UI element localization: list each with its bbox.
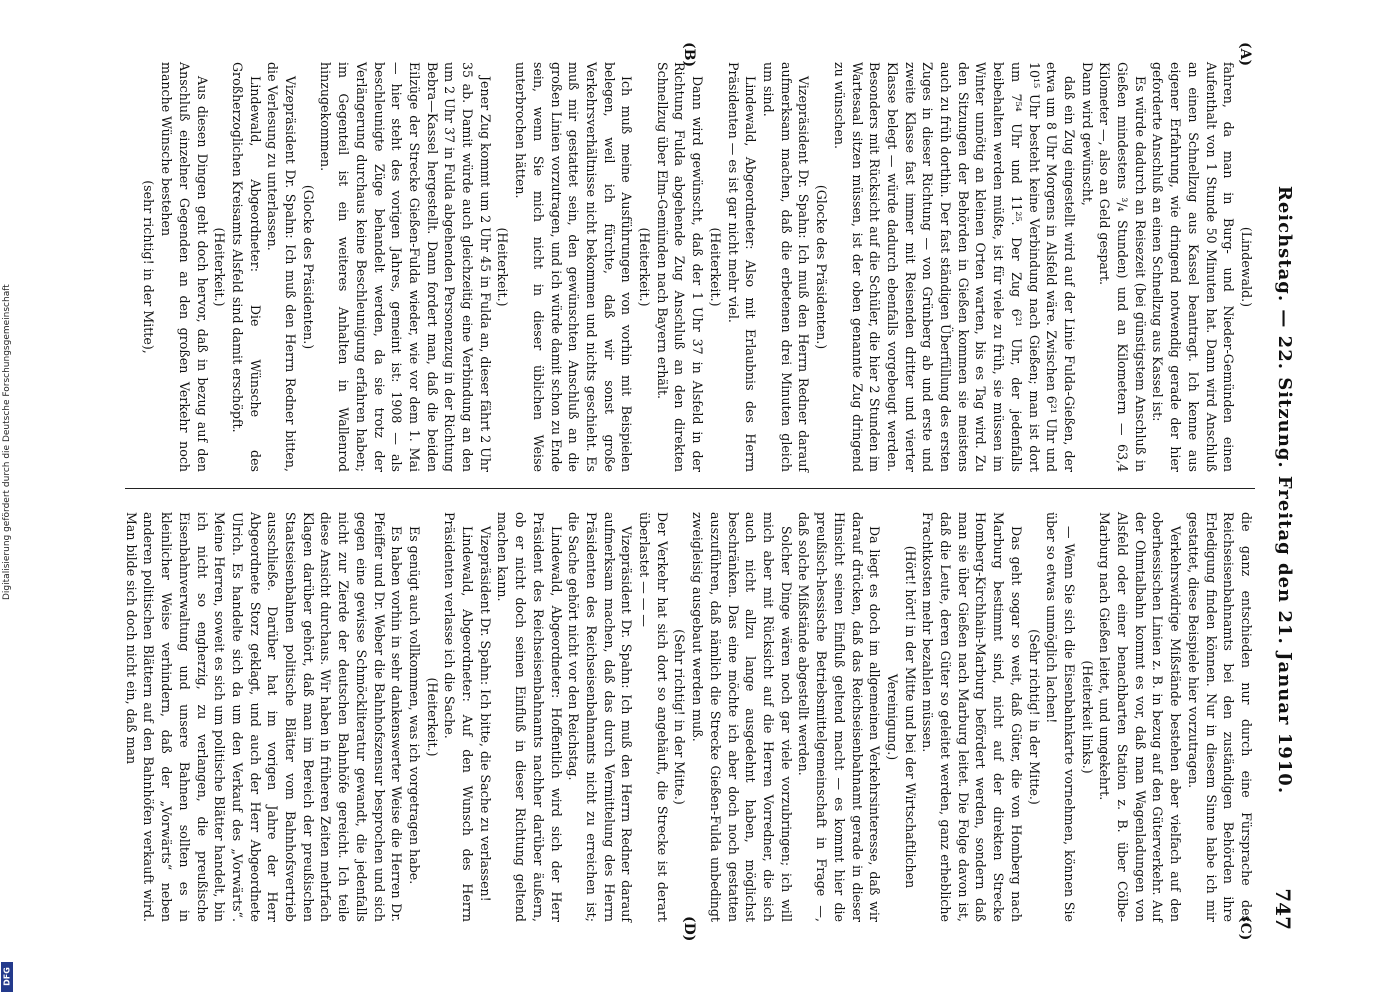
funding-note: Digitalisierung gefördert durch die Deutsche Forschungsgemeinschaft	[2, 284, 12, 600]
paragraph: — Wenn Sie sich die Eisenbahnkarte vornehmen, können Sie über so etwas unmöglich lachen!	[1044, 512, 1077, 922]
paragraph: Vizepräsident Dr. Spahn: Ich muß den Herrn Redner bitten, die Verlesung zu unterlassen.	[265, 62, 299, 472]
paragraph: Aus diesen Dingen geht doch hervor, daß in bezug auf den Anschluß einzelner Gegenden an den großen Verkehr noch manche Wünsche bestehen	[159, 62, 210, 472]
paragraph: Lindewald, Abgeordneter: Hoffentlich wird sich der Herr Präsident des Reichseisenbahnamts nachher darüber äußern, ob er nicht doch seinen Einfluß in dieser Richtung geltend machen kann.	[495, 512, 564, 922]
rotated-page	[75, 40, 1305, 940]
paragraph: Jener Zug kommt um 2 Uhr 45 in Fulda an, dieser fährt 2 Uhr 35 ab. Damit würde auch gleichzeitig eine Verbindung an den um 2 Uhr 37 in Fulda abgehenden Personenzug in der Richtung Bebra—Kassel hergestellt. Dann fordert man, daß die beiden Eilzüge der Strecke Gießen-Fulda wieder, wie vor dem 1. Mai — hier steht des vorigen Jahres, gemeint ist: 1908 — als beschleunigte Züge behandelt werden, da sie trotz der Verlängerung durchaus keine Beschleunigung erfahren haben; im Gegenteil ist ein weiteres Anhalten in Wallenrod hinzugekommen.	[318, 62, 493, 472]
column-divider	[125, 488, 1255, 489]
stage-direction: (Heiterkeit links.)	[1079, 660, 1095, 774]
paragraph: Vizepräsident Dr. Spahn: Ich muß den Herrn Redner darauf aufmerksam machen, daß die erbetenen drei Minuten gleich um sind.	[761, 62, 812, 472]
paragraph: Lindewald, Abgeordneter: Die Wünsche des Großherzoglichen Kreisamts Alsfeld sind damit erschöpft.	[229, 62, 263, 472]
paragraph: daß ein Zug eingestellt wird auf der Linie Fulda-Gießen, der etwa um 8 Uhr Morgens in Alsfeld wäre. Zwischen 6²¹ Uhr und 10¹⁵ Uhr besteht keine Verbindung nach Gießen; man ist dort um 7⁵⁴ Uhr und 11²⁵. Der Zug 6²¹ Uhr, der jedenfalls beibehalten werden müßte, ist für viele zu früh, sie müssen im Winter unnötig an kleinen Orten warten, bis es Tag wird. Zu den Sitzungen der Behörden in Gießen kommen sie meistens auch zu früh dorthin. Der fast ständigen Überfüllung des ersten Zuges in dieser Richtung — von Grünberg ab und erste und zweite Klasse fast immer mit Reisenden dritter und vierter Klasse belegt — würde dadurch ebenfalls vorgebeugt werden. Besonders mit Rücksicht auf die Schüler, die hier 2 Stunden im Wartesaal sitzen müssen, ist der oben genannte Zug dringend zu wünschen.	[831, 62, 1077, 472]
paragraph: Da liegt es doch im allgemeinen Verkehrsinteresse, daß wir darauf drücken, daß das Reichseisenbahnamt gerade in dieser Hinsicht seinen Einfluß geltend macht — es kommt hier die preußisch-hessische Betriebsmittelgemeinschaft in Frage —, daß solche Mißstände abgestellt werden.	[796, 512, 883, 922]
speaker-label: (Lindewald.)	[1239, 226, 1254, 308]
dfg-logo-text: DFG	[2, 967, 12, 986]
paragraph: Solcher Dinge wären noch gar viele vorzubringen; ich will mich aber mit Rücksicht auf die Herren Vorredner, die sich auch nicht allzu lange ausgedehnt haben, möglichst beschränken. Das eine möchte ich aber doch noch gestatten auszuführen, daß nämlich die Strecke Gießen-Fulda unbedingt zweigleisig ausgebaut werden muß.	[690, 512, 794, 922]
paragraph: Es würde dadurch an Reisezeit (bei günstigstem Anschluß in Gießen mindestens ³/₄ Stunden) und an Kilometern — 63,4 Kilometer —, also an Geld gespart.	[1097, 62, 1148, 472]
paragraph: Der Verkehr hat sich dort so angehäuft, die Strecke ist derart überlastet — — —	[637, 512, 670, 922]
paragraph: Es haben vorhin in sehr dankenswerter Weise die Herren Dr. Pfeiffer und Dr. Weber die Bahnhofszensur besprochen und sich gegen eine gewisse Schmöckliteratur gewandt, die jedenfalls nicht zur Zierde der deutschen Bahnhöfe gereicht. Ich teile diese Ansicht durchaus. Wir haben in früheren Zeiten mehrfach Klagen darüber gehört, daß man im Bereich der preußischen Staatseisenbahnen politische Blätter vom Bahnhofsvertrieb ausschließe. Darüber hat im vorigen Jahre der Herr Abgeordnete Storz geklagt, und auch der Herr Abgeordnete Ulrich. Es handelte sich da um den Verkauf des „Vorwärts“. Meine Herren, soweit es sich um politische Blätter handelt, bin ich nicht so engherzig, zu verlangen, die preußische Eisenbahnverwaltung und unsere Bahnen sollten es in kleinlicher Weise verhindern, daß der „Vorwärts“ neben anderen politischen Blättern auf den Bahnhöfen verkauft wird. Man bilde sich doch nicht ein, daß man	[123, 512, 405, 922]
paragraph: Es genügt auch vollkommen, was ich vorgetragen habe.	[406, 526, 422, 885]
page-header	[1267, 50, 1301, 930]
right-column	[122, 512, 1255, 922]
stage-direction: (Heiterkeit.)	[637, 227, 653, 307]
paragraph: Lindewald, Abgeordneter: Auf den Wunsch des Herrn Präsidenten verlasse ich die Sache.	[442, 512, 476, 922]
paragraph: Vizepräsident Dr. Spahn: Ich muß den Herrn Redner darauf aufmerksam machen, daß das durch Vermittelung des Herrn Präsidenten des Reichseisenbahnamts nicht zu erreichen ist; die Sache gehört nicht vor den Reichstag.	[566, 512, 635, 922]
margin-marker-b: (B)	[681, 42, 697, 68]
stage-direction: (Heiterkeit.)	[495, 227, 511, 307]
stage-direction: (Heiterkeit.)	[212, 227, 228, 307]
margin-marker-d: (D)	[681, 916, 697, 942]
stage-direction: (Glocke des Präsidenten.)	[814, 184, 830, 350]
paragraph: Dann wird gewünscht,	[1079, 62, 1095, 206]
dfg-logo	[1, 962, 13, 992]
paragraph: Lindewald, Abgeordneter: Also mit Erlaubnis des Herrn Präsidenten — es ist gar nicht mehr viel.	[725, 62, 759, 472]
paragraph: Ich muß meine Ausführungen von vorhin mit Beispielen belegen, weil ich fürchte, daß wir sonst große Verkehrsverhältnisse nicht bekommen und nichts geschieht. Es muß mir gestattet sein, den gewünschten Anschluß an die großen Linien vorzutragen, und ich würde damit schon zu Ende sein, wenn Sie mich nicht in dieser üblichen Weise unterbrochen hätten.	[513, 62, 635, 472]
paragraph: fahren, da man in Burg- und Nieder-Gemünden einen Aufenthalt von 1 Stunde 50 Minuten hat. Dann wird Anschluß an einen Schnellzug aus Kassel beantragt. Ich kenne aus eigener Erfahrung, wie dringend notwendig gerade der hier geforderte Anschluß an einen Schnellzug aus Kassel ist:	[1150, 62, 1237, 472]
stage-direction: (Glocke des Präsidenten.)	[300, 184, 316, 350]
paragraph: Vizepräsident Dr. Spahn: Ich bitte, die Sache zu verlassen!	[477, 526, 493, 902]
paragraph: Verkehrswidrige Mißstände bestehen aber vielfach auf den oberhessischen Linien z. B. in bezug auf den Güterverkehr. Auf der Ohmtalbahn kommt es vor, daß man Wagenladungen von Alsfeld oder einer benachbarten Station z. B. über Cölbe-Marburg nach Gießen leitet, und umgekehrt.	[1097, 512, 1184, 922]
margin-marker-a: (A)	[1237, 42, 1253, 67]
stage-direction: (Heiterkeit.)	[707, 227, 723, 307]
stage-direction: (Sehr richtig! in der Mitte.)	[1026, 629, 1042, 805]
left-column	[140, 62, 1255, 472]
running-title: Reichstag. — 22. Sitzung. Freitag den 21. Januar 1910.	[1274, 185, 1295, 795]
page-number: 747	[1271, 888, 1295, 930]
stage-direction: (Hört! hört! in der Mitte und bei der Wirtschaftlichen Vereinigung.)	[884, 545, 918, 889]
margin-marker-c: (C)	[1237, 916, 1253, 941]
stage-direction: (sehr richtig! in der Mitte),	[141, 180, 157, 354]
paragraph: Das geht sogar so weit, daß Güter, die von Homberg nach Marburg bestimmt sind, nicht auf der direkten Strecke Homberg-Kirchhain-Marburg befördert werden, sondern daß man sie über Gießen nach Marburg leitet. Die Folge davon ist, daß die Leute, deren Güter so geleitet werden, ganz erhebliche Frachtkosten mehr bezahlen müssen.	[920, 512, 1024, 922]
paragraph: die ganz entschieden nur durch eine Fürsprache des Reichseisenbahnamts bei den zuständigen Behörden ihre Erledigung finden können. Nur in diesem Sinne habe ich mir gestattet, diese Beispiele hier vorzutragen.	[1185, 512, 1254, 922]
stage-direction: (Sehr richtig! in der Mitte.)	[672, 629, 688, 805]
paragraph: Dann wird gewünscht, daß der 1 Uhr 37 in Alsfeld in der Richtung Fulda abgehende Zug Anschluß an den direkten Schnellzug über Elm-Gemünden nach Bayern erhält.	[654, 62, 706, 472]
stage-direction: (Heiterkeit.)	[424, 677, 440, 757]
